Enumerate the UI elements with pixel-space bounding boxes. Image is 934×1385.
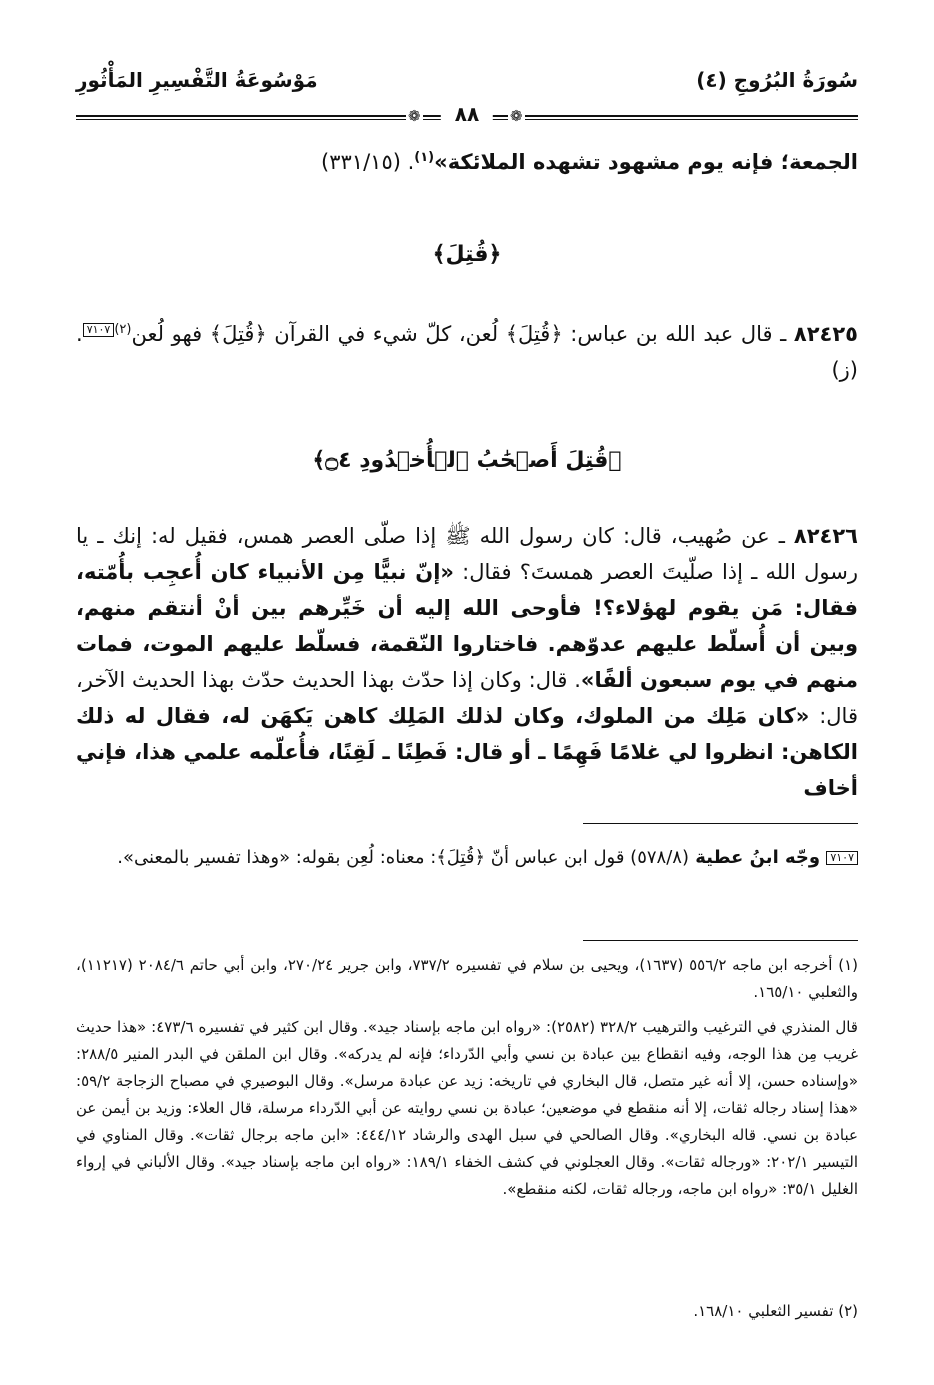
footnote: (٢) تفسير الثعلبي ١٦٨/١٠. bbox=[693, 1302, 858, 1320]
editor-note: ٧١٠٧ وجّه ابنُ عطية (٥٧٨/٨) قول ابن عباس أنّ ﴿قُتِلَ﴾: معناه: لُعِن بقوله: «وهذا تفسير بالمعنى». bbox=[76, 840, 858, 876]
editor-note-ref: ٧١٠٧ bbox=[83, 323, 115, 337]
ornament-icon: ❁ bbox=[510, 107, 523, 125]
page-header bbox=[76, 68, 858, 130]
editor-note-ref: ٧١٠٧ bbox=[826, 851, 858, 865]
footnote-ref: (٢) bbox=[114, 322, 132, 337]
hadith-number: ٨٢٤٢٦ bbox=[793, 524, 858, 548]
footnote-ref: (١) bbox=[414, 150, 435, 165]
hadith-82426: ٨٢٤٢٦ ـ عن صُهيب، قال: كان رسول الله ﷺ إذا صلّى العصر همس، فقيل له: إنك ـ يا رسول الله ـ إذا صلّيتَ العصر همستَ؟ فقال: «إنّ نبيًّا مِن الأنبياء كان أُعجِب بأُمّته، فقال: مَن يقوم لهؤلاء؟! فأوحى الله إليه أن خَيِّرهم بين أنْ أنتقم منهم، وبين أن أُسلّط عليهم عدوّهم. فاختاروا النّقمة، فسلّط عليهم الموت، فمات منهم في يوم سبعون ألفًا». قال: وكان إذا حدّث بهذا الحديث حدّث بهذا الحديث الآخر، قال: «كان مَلِك من الملوك، وكان لذلك المَلِك كاهن يَكهَن له، فقال له ذلك الكاهن: انظروا لي غلامًا فَهِمًا ـ أو قال: فَطِنًا ـ لَقِنًا، فأُعلّمه علمي هذا، فإني أخاف bbox=[76, 524, 859, 800]
hadith-number: ٨٢٤٢٥ bbox=[793, 322, 858, 346]
separator bbox=[583, 940, 858, 941]
verse-heading: ﴿قُتِلَ أَصۡحَٰبُ ٱلۡأُخۡدُودِ ۝٤﴾ bbox=[312, 448, 622, 473]
separator bbox=[583, 823, 858, 824]
hadith-quote: «إنّ نبيًّا مِن الأنبياء كان أُعجِب بأُمّته، فقال: مَن يقوم لهؤلاء؟! فأوحى الله إليه أن خَيِّرهم بين أنْ أنتقم منهم، وبين أن أُسلّط عليهم عدوّهم. فاختاروا النّقمة، فسلّط عليهم الموت، فمات منهم في يوم سبعون ألفًا» bbox=[76, 560, 859, 692]
verse-heading: ﴿قُتِلَ﴾ bbox=[432, 242, 502, 267]
surah-title: سُورَةُ البُرُوجِ (٤) bbox=[696, 68, 858, 92]
hadith-82425: ٨٢٤٢٥ ـ قال عبد الله بن عباس: ﴿قُتِلَ﴾ لُعن، كلّ شيء في القرآن ﴿قُتِلَ﴾ فهو لُعن$^{(٢)}$٧١٠٧. (ز) bbox=[76, 322, 858, 382]
footnote: (١) أخرجه ابن ماجه ٥٥٦/٢ (١٦٣٧)، ويحيى بن سلام في تفسيره ٧٣٧/٢، وابن جرير ٢٧٠/٢٤، وابن أبي حاتم ٢٠٨٤/٦ (١١٢١٧)، والثعلبي ١٦٥/١٠. bbox=[76, 956, 859, 1001]
page-number: ٨٨ bbox=[441, 102, 493, 126]
hadith-quote: «كان مَلِك من الملوك، وكان لذلك المَلِك كاهن يَكهَن له، فقال له ذلك الكاهن: انظروا لي غلامًا فَهِمًا ـ أو قال: فَطِنًا ـ لَقِنًا، فأُعلّمه علمي هذا، فإني أخاف bbox=[76, 704, 858, 800]
footnote: قال المنذري في الترغيب والترهيب ٣٢٨/٢ (٢٥٨٢): «رواه ابن ماجه بإسناد جيد». وقال ابن كثير في تفسيره ٤٧٣/٦: «هذا حديث غريب مِن هذا الوجه، وفيه انقطاع بين عبادة بن نسي وأبي الدّرداء؛ فإنه لم يدركه». وقال ابن الملقن في البدر المنير ٢٨٨/٥: «وإسناده حسن، إلا أنه غير متصل، قال البخاري في تاريخه: زيد عن عبادة مرسل». وقال البوصيري في مصباح الزجاجة ٥٩/٢: «هذا إسناد رجاله ثقات، إلا أنه منقطع في موضعين؛ عبادة بن نسي روايته عن أبي الدّرداء مرسلة، قال العلاء: وزيد بن أيمن عن عبادة بن نسي. قاله البخاري». وقال الصالحي في سبل الهدى والرشاد ٤٤٤/١٢: «ابن ماجه برجال ثقات». وقال المناوي في التيسير ٢٠٢/١: «ورجاله ثقات». وقال العجلوني في كشف الخفاء ١٨٩/١: «رواه ابن ماجه بإسناد جيد». وقال الألباني في إرواء الغليل ٣٥/١: «رواه ابن ماجه، ورجاله ثقات، لكنه منقطع». bbox=[76, 1018, 858, 1198]
ornament-icon: ❁ bbox=[408, 107, 421, 125]
book-title: مَوْسُوعَةُ التَّفْسِيرِ المَأْثُورِ bbox=[76, 68, 318, 92]
opening-line: الجمعة؛ فإنه يوم مشهود تشهده الملائكة»$^{(١)}$. (٣٣١/١٥) bbox=[321, 150, 858, 174]
